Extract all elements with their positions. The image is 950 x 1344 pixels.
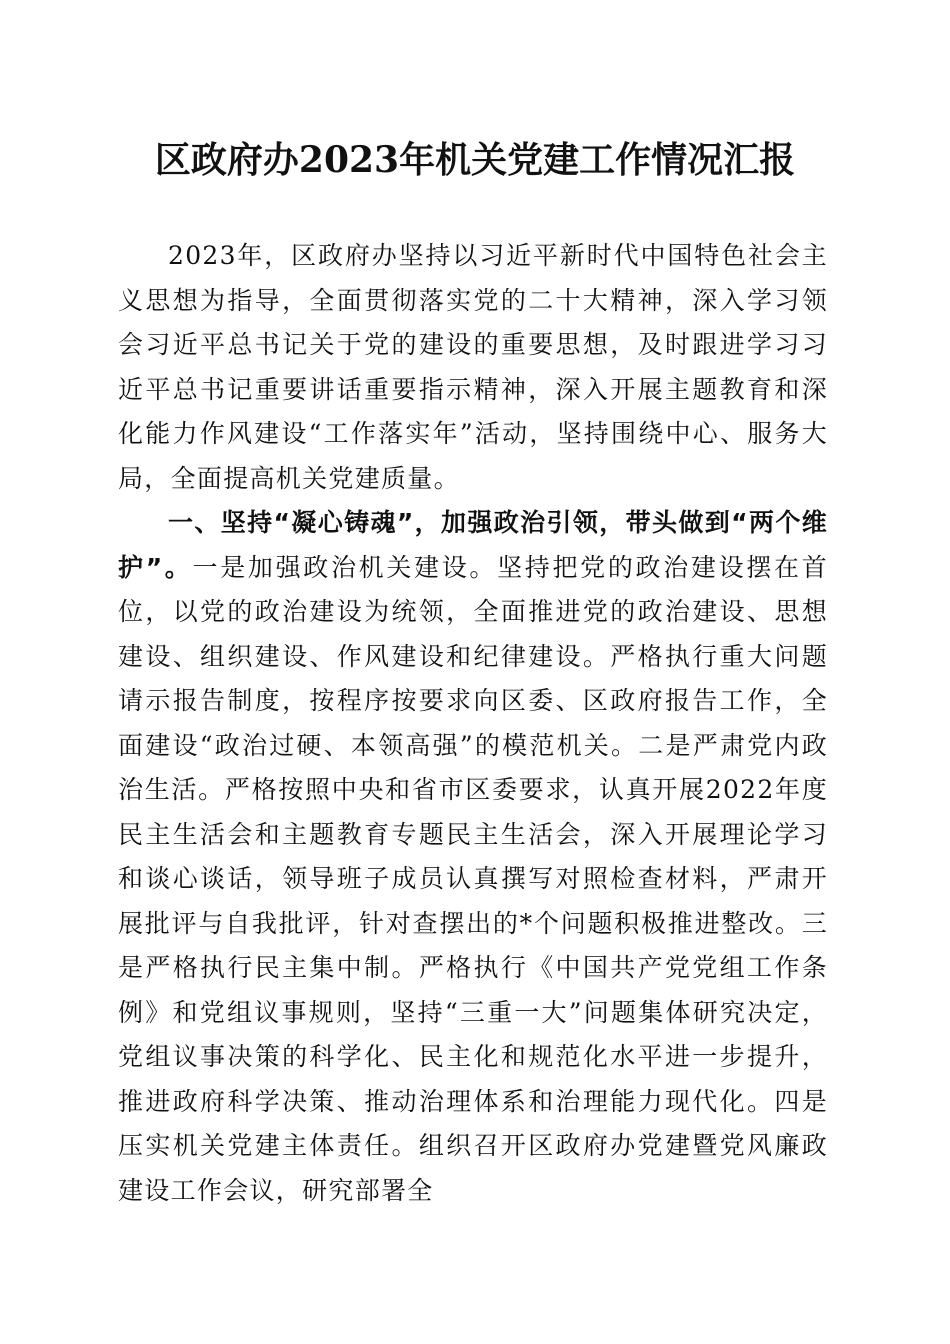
section-1-heading: 一、坚持“凝心铸魂”，加强政治引领，带头做到“两个维护”。 <box>118 508 828 582</box>
section-1-body: 一是加强政治机关建设。坚持把党的政治建设摆在首位，以党的政治建设为统领，全面推进党的政治建设、思想建设、组织建设、作风建设和纪律建设。严格执行重大问题请示报告制度，按程序按要求向区委、区政府报告工作，全面建设“政治过硬、本领高强”的模范机关。二是严肃党内政治生活。严格按照中央和省市区委要求，认真开展2022年度民主生活会和主题教育专题民主生活会，深入开展理论学习和谈心谈话，领导班子成员认真撰写对照检查材料，严肃开展批评与自我批评，针对查摆出的*个问题积极推进整改。三是严格执行民主集中制。严格执行《中国共产党党组工作条例》和党组议事规则，坚持“三重一大”问题集体研究决定，党组议事决策的科学化、民主化和规范化水平进一步提升，推进政府科学决策、推动治理体系和治理能力现代化。四是压实机关党建主体责任。组织召开区政府办党建暨党风廉政建设工作会议，研究部署全 <box>118 552 828 1205</box>
section-1-paragraph <box>118 501 828 1213</box>
intro-paragraph: 2023年，区政府办坚持以习近平新时代中国特色社会主义思想为指导，全面贯彻落实党的二十大精神，深入学习领会习近平总书记关于党的建设的重要思想，及时跟进学习习近平总书记重要讲话重要指示精神，深入开展主题教育和深化能力作风建设“工作落实年”活动，坚持围绕中心、服务大局，全面提高机关党建质量。 <box>118 241 828 493</box>
document-title: 区政府办2023年机关党建工作情况汇报 <box>154 139 796 181</box>
document-body <box>118 234 828 1213</box>
